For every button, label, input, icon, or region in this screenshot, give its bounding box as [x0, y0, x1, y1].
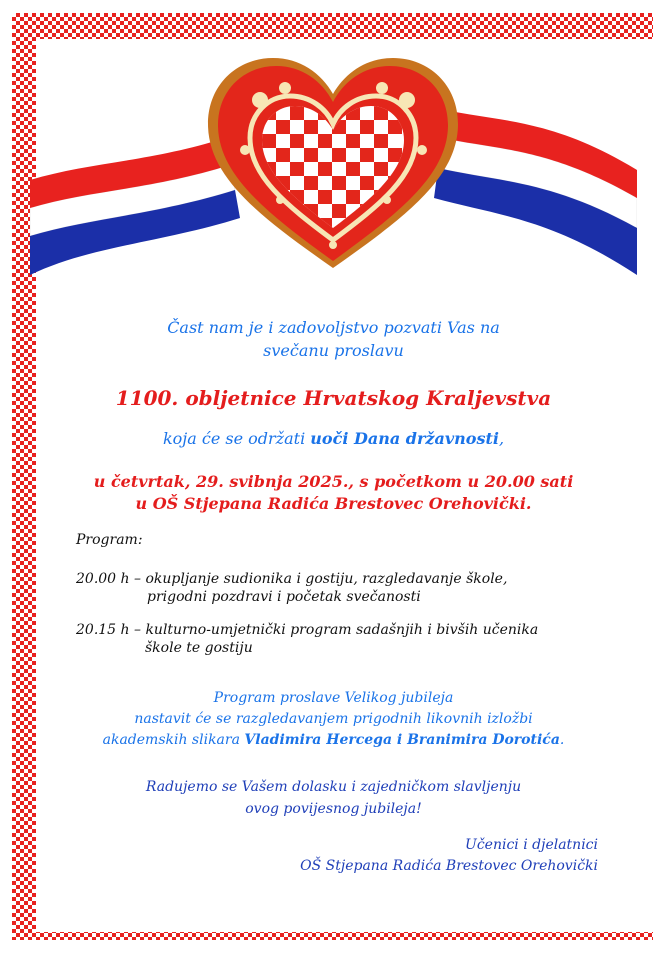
venue-line: u OŠ Stjepana Radića Brestovec Orehovički. [135, 494, 532, 513]
signature-line-1: Učenici i djelatnici [465, 837, 598, 853]
right-ribbon [434, 110, 637, 275]
closing-line-1: Radujemo se Vašem dolasku i zajedničkom slavljenju [145, 779, 522, 795]
exhibition-suffix: . [559, 732, 565, 748]
exhibition-line-2: nastavit će se razgledavanjem prigodnih likovnih izložbi [134, 711, 533, 727]
intro-line-1: Čast nam je i zadovoljstvo pozvati Vas na [167, 318, 500, 337]
date-line: u četvrtak, 29. svibnja 2025., s početkom u 20.00 sati [93, 472, 574, 491]
event-title: 1100. obljetnice Hrvatskog Kraljevstva [115, 386, 552, 410]
occasion-emphasis: uoči Dana državnosti [310, 429, 499, 448]
licitar-heart-ribbon-illustration [30, 40, 637, 285]
left-ribbon [30, 138, 240, 275]
exhibition-line-3 [0, 732, 667, 749]
occasion-line [0, 429, 667, 448]
artists-names: Vladimira Hercega i Branimira Dorotića [244, 732, 560, 748]
heart-icon [208, 58, 458, 268]
exhibition-line-1: Program proslave Velikog jubileja [213, 690, 454, 706]
exhibition-prefix: akademskih slikara [102, 732, 245, 748]
occasion-suffix: , [498, 429, 505, 448]
program-item-2-line-1: 20.15 h – kulturno-umjetnički program sadašnjih i bivših učenika [76, 622, 539, 638]
occasion-prefix: koja će se održati [162, 429, 311, 448]
closing-line-2: ovog povijesnog jubileja! [245, 801, 422, 817]
program-heading: Program: [76, 532, 143, 548]
intro-line-2: svečanu proslavu [263, 341, 404, 360]
signature-line-2: OŠ Stjepana Radića Brestovec Orehovički [300, 858, 598, 874]
program-item-2-line-2: škole te gostiju [145, 640, 253, 656]
program-item-1-line-1: 20.00 h – okupljanje sudionika i gostiju, razgledavanje škole, [76, 571, 508, 587]
program-item-1-line-2: prigodni pozdravi i početak svečanosti [147, 589, 421, 605]
